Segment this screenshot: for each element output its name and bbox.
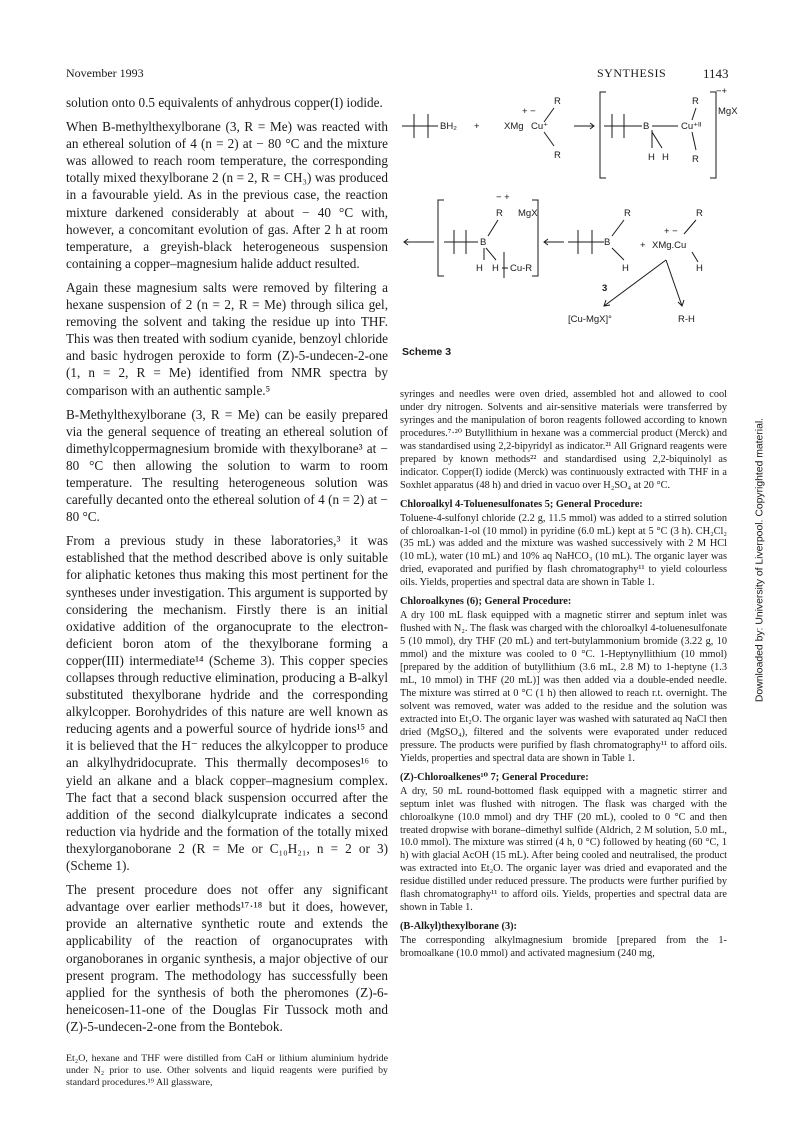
mgx-text: MgX: [718, 106, 738, 117]
h-text: H: [476, 263, 483, 274]
header-date: November 1993: [66, 66, 144, 80]
cu-r-text: Cu-R: [510, 263, 533, 274]
download-sidebar: [754, 417, 774, 703]
r-text: R: [554, 96, 561, 107]
paragraph: A dry, 50 mL round-bottomed flask equipped with a magnetic stirrer and septum inlet was flushed with nitrogen. The flask was charged with the chloroalkyne (10.0 mmol) and dry THF (20 mL), cooled to 0 °C and then treated dropwise with borane–dimethyl sulfide (Aldrich, 2 M solution, 5.0 mL, 10.0 mmol). The mixture was stirred (4 h, 0 °C) followed by heating (60 °C, 1 h) with glacial AcOH (15 mL). After being cooled and neutralised, the product was extracted into Et₂O. The organic layer was dried and evaporated and the residue distilled under reduced pressure. The products were further purified by flash chromatography¹¹ to afford oils. Yields, properties and spectral data are shown in Table 1.: [400, 785, 727, 914]
section-heading: Chloroalkynes (6); General Procedure:: [400, 596, 572, 608]
r-h-text: R-H: [678, 314, 695, 325]
paragraph: The corresponding alkylmagnesium bromide [prepared from the 1-bromoalkane (10.0 mmol) and activated magnesium (240 mg,: [400, 935, 727, 960]
r-text: R: [554, 150, 561, 161]
bracket-right: [710, 92, 716, 178]
charge-text: + −: [664, 226, 678, 237]
mgx-text: MgX: [518, 208, 538, 219]
left-column: [66, 94, 388, 1097]
h-text: H: [622, 263, 629, 274]
r-text: R: [496, 208, 503, 219]
download-notice: Downloaded by: University of Liverpool. Copyrighted material.: [754, 417, 766, 703]
paragraph: Toluene-4-sulfonyl chloride (2.2 g, 11.5 mmol) was added to a stirred solution of chloroalkan-1-ol (10 mmol) in pyridine (6.0 mL) kept at 5 °C (3 h). CH₂Cl₂ (35 mL) was added and the mixture was washed successively with 2 M HCl (10 mL), water (10 mL) and 10% aq NaHCO₃ (10 mL). The organic layer was dried, evaporated and purified by flash chromatography¹¹ to yield colourless oils. Yields, properties and spectral data are shown in Table 1.: [400, 512, 727, 589]
r-text: R: [692, 96, 699, 107]
scheme-3-figure: [396, 88, 736, 378]
section-heading: Chloroalkyl 4-Toluenesulfonates 5; General Procedure:: [400, 498, 643, 510]
experimental-footnote: Et₂O, hexane and THF were distilled from CaH or lithium aluminium hydride under N₂ prior to use. Other solvents and liquid reagents were purified by standard procedures.¹⁹ All glassware,: [66, 1052, 388, 1089]
thexyl-skeleton: [444, 230, 478, 254]
thexyl-skeleton: [604, 114, 642, 138]
paragraph: When B-methylthexylborane (3, R = Me) was reacted with an ethereal solution of 4 (n = 2) at − 80 °C and the mixture was allowed to reach room temperature, the corresponding totally mixed thexylborane 2 (n = 2, R = CH₃) was produced in a favourable yield. As in the previous case, the reaction mixture darkened considerably at about − 40 °C with, however, a concomitant evolution of gas. After 2 h at room temperature, a greyish-black heterogeneous suspension containing a copper–magnesium halide adduct resulted.: [66, 119, 388, 271]
charge-text: −+: [716, 86, 728, 97]
paragraph: B-Methylthexylborane (3, R = Me) can be easily prepared via the general sequence of treating an ethereal solution of dimethylcoppermagnesium bromide with thexylborane³ at − 80 °C then allowing the solution to warm to room temperature. The resulting heterogeneous solution was carefully decanted onto the ethereal solution of 4 (n = 2) at − 80 °C.: [66, 406, 388, 525]
b-text: B: [480, 237, 487, 248]
r-text: R: [696, 208, 703, 219]
paragraph: syringes and needles were oven dried, assembled hot and allowed to cool under dry nitrogen. Solvents and air-sensitive materials were transferred by syringes and the manipulation of boron reagents followed according to known procedures.⁷·²⁰ Butyllithium in hexane was a commercial product (Merck) and was standardised using 2,2-bipyridyl as indicator.²¹ All Grignard reagents were prepared by known methods²² and standardised using 2,2-biquinolyl as indicator. Copper(I) iodide (Merck) was continuously extracted with THF in a Soxhlet apparatus (48 h) and dried in vacuo over H₂SO₄ at 20 °C.: [400, 389, 727, 491]
bracket-left: [438, 200, 444, 276]
h-text: H: [648, 152, 655, 163]
paragraph: solution onto 0.5 equivalents of anhydrous copper(I) iodide.: [66, 95, 383, 110]
h-text: H: [696, 263, 703, 274]
header-page-number: 1143: [703, 66, 729, 81]
charge-text: + −: [522, 106, 536, 117]
plus-text: +: [474, 121, 480, 132]
paragraph: The present procedure does not offer any significant advantage over earlier methods¹⁷·¹⁸ but it does, however, provide an alternative synthetic route and extends the applicability of the reaction of organocuprates with organoboranes in organic synthesis, a major objective of our present program. The methodology has successfully been applied for the synthesis of both the pheromones (Z)-6-heneicosen-11-one of the Douglas Fir Tussock moth and (Z)-5-undecen-2-one from the Bontebok.: [66, 882, 388, 1034]
paragraph: Again these magnesium salts were removed by filtering a hexane suspension of 2 (n = 2, R = Me) through silica gel, removing the solvent and taking the residue up into THF. This was then treated with sodium cyanide, benzoyl chloride and basic hydrogen peroxide to form (Z)-5-undecen-2-one (1, n = 2, R = Me) identified from NMR spectra by comparison with an authentic sample.⁵: [66, 279, 388, 398]
xmgcu-text: XMg.Cu: [652, 240, 687, 251]
cu-mgx-text: [Cu-MgX]°: [568, 314, 612, 325]
r-text: R: [624, 208, 631, 219]
cu-iii-text: Cu⁺ᴵᴵ: [681, 121, 702, 132]
b-text: B: [604, 237, 611, 248]
h-text: H: [492, 263, 499, 274]
compound-3-label: 3: [602, 283, 608, 294]
right-column: [400, 389, 727, 967]
section-heading: (B-Alkyl)thexylborane (3):: [400, 921, 517, 933]
xmg-text: XMg: [504, 121, 524, 132]
scheme-3-diagram: [396, 88, 736, 358]
section-heading: (Z)-Chloroalkenes¹⁰ 7; General Procedure:: [400, 771, 589, 783]
plus-text: +: [640, 240, 646, 251]
r-text: R: [692, 154, 699, 165]
bracket-left: [600, 92, 606, 178]
arrow: [604, 260, 666, 306]
charge-text: − +: [496, 192, 510, 203]
scheme-label: Scheme 3: [402, 346, 452, 358]
paragraph: From a previous study in these laboratories,³ it was established that the method described above is only suitable for aliphatic ketones thus making this most pertinent for the syntheses under investigation. This argument is supported by considering the mechanism. Firstly there is an initial oxidative addition of the organocuprate to the electron-deficient boron atom of the thexylborane forming a copper(III) intermediate¹⁴ (Scheme 3). This copper species collapses through reductive elimination, producing a B-alkyl substituted thexylborane hydride and the corresponding alkylcopper. Borohydrides of this nature are well known as reducing agents and a powerful source of hydride ions¹⁵ and it is believed that the H⁻ reduces the alkylcopper to produce an alkylhydridocuprate. This thermally decomposes¹⁶ to yield an alkane and a black copper–magnesium complex. The fact that a second black suspension occurred after the addition of the second dialkylcuprate indicates a second reduction via hydride and the formation of the totally mixed thexylorganoborane 2 (R = Me or C₁₀H₂₁, n = 2 or 3) (Scheme 1).: [66, 533, 388, 874]
b-text: B: [643, 121, 650, 132]
thexyl-skeleton: [568, 230, 604, 254]
header-journal: SYNTHESIS: [597, 66, 667, 80]
paragraph: A dry 100 mL flask equipped with a magnetic stirrer and septum inlet was flushed with N₂. The flask was charged with the chloroalkyl 4-toluenesulfonate 5 (10 mmol), dry THF (20 mL) and tert-butylammonium bromide (3.22 g, 10 mmol) and the mixture was cooled to 0 °C. 1-Heptynyllithium (10 mmol) [prepared by the addition of butyllithium (3.6 mL, 2.8 M) to 1-heptyne (1.3 mL, 10 mmol) in THF (20 mL)] was then added via a double-ended needle. The mixture was stirred at 0 °C (1 h) then allowed to reach r.t. overnight. The solvent was removed, water was added to the residue and the solution was extracted into Et₂O. The organic layer was washed with saturated aq NaCl then dried (MgSO₄), filtered and the solvents were evaporated under reduced pressure. The products were purified by flash chromatography¹¹ to afford oils. Yields, properties and spectral data are shown in Table 1.: [400, 610, 727, 764]
bh2-text: BH₂: [440, 121, 457, 132]
arrow: [666, 260, 682, 306]
thexyl-skeleton: [402, 114, 438, 138]
h-text: H: [662, 152, 669, 163]
cu-plus-text: Cu⁺: [531, 121, 549, 132]
